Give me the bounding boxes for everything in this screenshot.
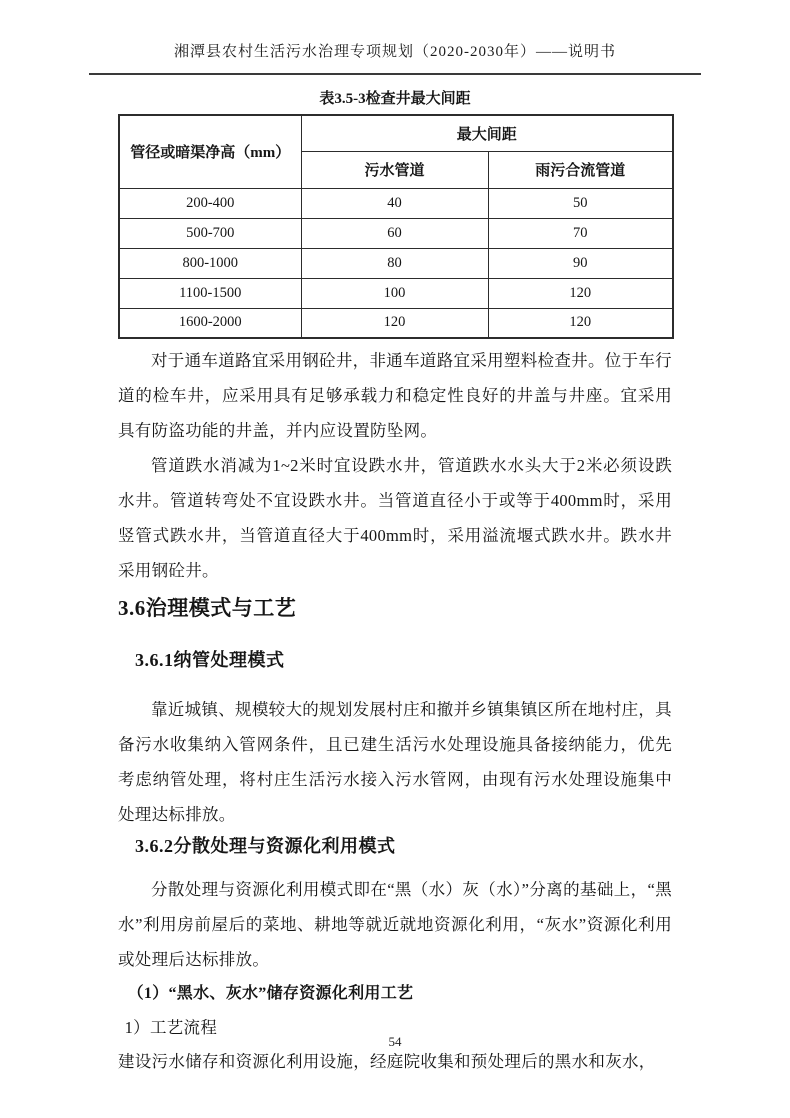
header-rule xyxy=(89,73,701,75)
table-row xyxy=(119,188,673,218)
table-header-row xyxy=(119,115,673,151)
table-cell-size: 1600-2000 xyxy=(119,308,301,338)
table-group-header-cell: 最大间距 xyxy=(301,115,673,151)
step-label: 1）工艺流程 xyxy=(124,1018,218,1037)
table-column-header: 污水管道 xyxy=(301,151,488,188)
page-number: 54 xyxy=(388,1034,402,1049)
paragraph-process-flow: 建设污水储存和资源化利用设施，经庭院收集和预处理后的黑水和灰水， xyxy=(118,1052,656,1071)
running-header: 湘潭县农村生活污水治理专项规划（2020-2030年）——说明书 xyxy=(174,44,616,60)
table-cell-sewage: 60 xyxy=(301,218,488,248)
inspection-well-spacing-table xyxy=(118,114,674,339)
table-cell-sewage: 100 xyxy=(301,278,488,308)
table-cell-combined: 50 xyxy=(488,188,673,218)
table-cell-sewage: 80 xyxy=(301,248,488,278)
table-row xyxy=(119,278,673,308)
paragraph-3-6-1: 靠近城镇、规模较大的规划发展村庄和撤并乡镇集镇区所在地村庄，具备污水收集纳入管网条件，且已建生活污水处理设施具备接纳能力，优先考虑纳管处理，将村庄生活污水接入污水管网，由现有污水处理设施集中处理达标排放。 xyxy=(118,700,672,824)
section-heading-3-6: 3.6治理模式与工艺 xyxy=(118,596,297,620)
paragraph-drop-wells: 管道跌水消减为1~2米时宜设跌水井，管道跌水水头大于2米必须设跌水井。管道转弯处不宜设跌水井。当管道直径小于或等于400mm时，采用竖管式跌水井，当管道直径大于400mm时，采用溢流堰式跌水井。跌水井采用钢砼井。 xyxy=(118,456,672,580)
table-cell-combined: 120 xyxy=(488,278,673,308)
table-cell-sewage: 120 xyxy=(301,308,488,338)
table-row xyxy=(119,308,673,338)
subsection-heading-3-6-2: 3.6.2分散处理与资源化利用模式 xyxy=(135,836,396,856)
table-row-header-cell: 管径或暗渠净高（mm） xyxy=(119,115,301,188)
table-cell-size: 200-400 xyxy=(119,188,301,218)
page-content xyxy=(118,89,672,1079)
table-cell-sewage: 40 xyxy=(301,188,488,218)
table-cell-combined: 120 xyxy=(488,308,673,338)
table-row xyxy=(119,218,673,248)
paragraph-3-6-2: 分散处理与资源化利用模式即在“黑（水）灰（水）”分离的基础上，“黑水”利用房前屋后的菜地、耕地等就近就地资源化利用，“灰水”资源化利用或处理后达标排放。 xyxy=(118,880,672,969)
subsection-heading-3-6-1: 3.6.1纳管处理模式 xyxy=(135,650,285,670)
table-column-header: 雨污合流管道 xyxy=(488,151,673,188)
table-row xyxy=(119,248,673,278)
table-caption: 表3.5-3检查井最大间距 xyxy=(319,91,471,107)
paragraph-inspection-wells: 对于通车道路宜采用钢砼井，非通车道路宜采用塑料检查井。位于车行道的检车井，应采用具有足够承载力和稳定性良好的井盖与井座。宜采用具有防盗功能的井盖，并内应设置防坠网。 xyxy=(118,351,672,440)
table-cell-size: 1100-1500 xyxy=(119,278,301,308)
sub-item-heading: （1）“黑水、灰水”储存资源化利用工艺 xyxy=(127,985,414,1002)
table-cell-size: 500-700 xyxy=(119,218,301,248)
body-text xyxy=(118,343,672,588)
table-cell-combined: 70 xyxy=(488,218,673,248)
table-cell-size: 800-1000 xyxy=(119,248,301,278)
table-cell-combined: 90 xyxy=(488,248,673,278)
